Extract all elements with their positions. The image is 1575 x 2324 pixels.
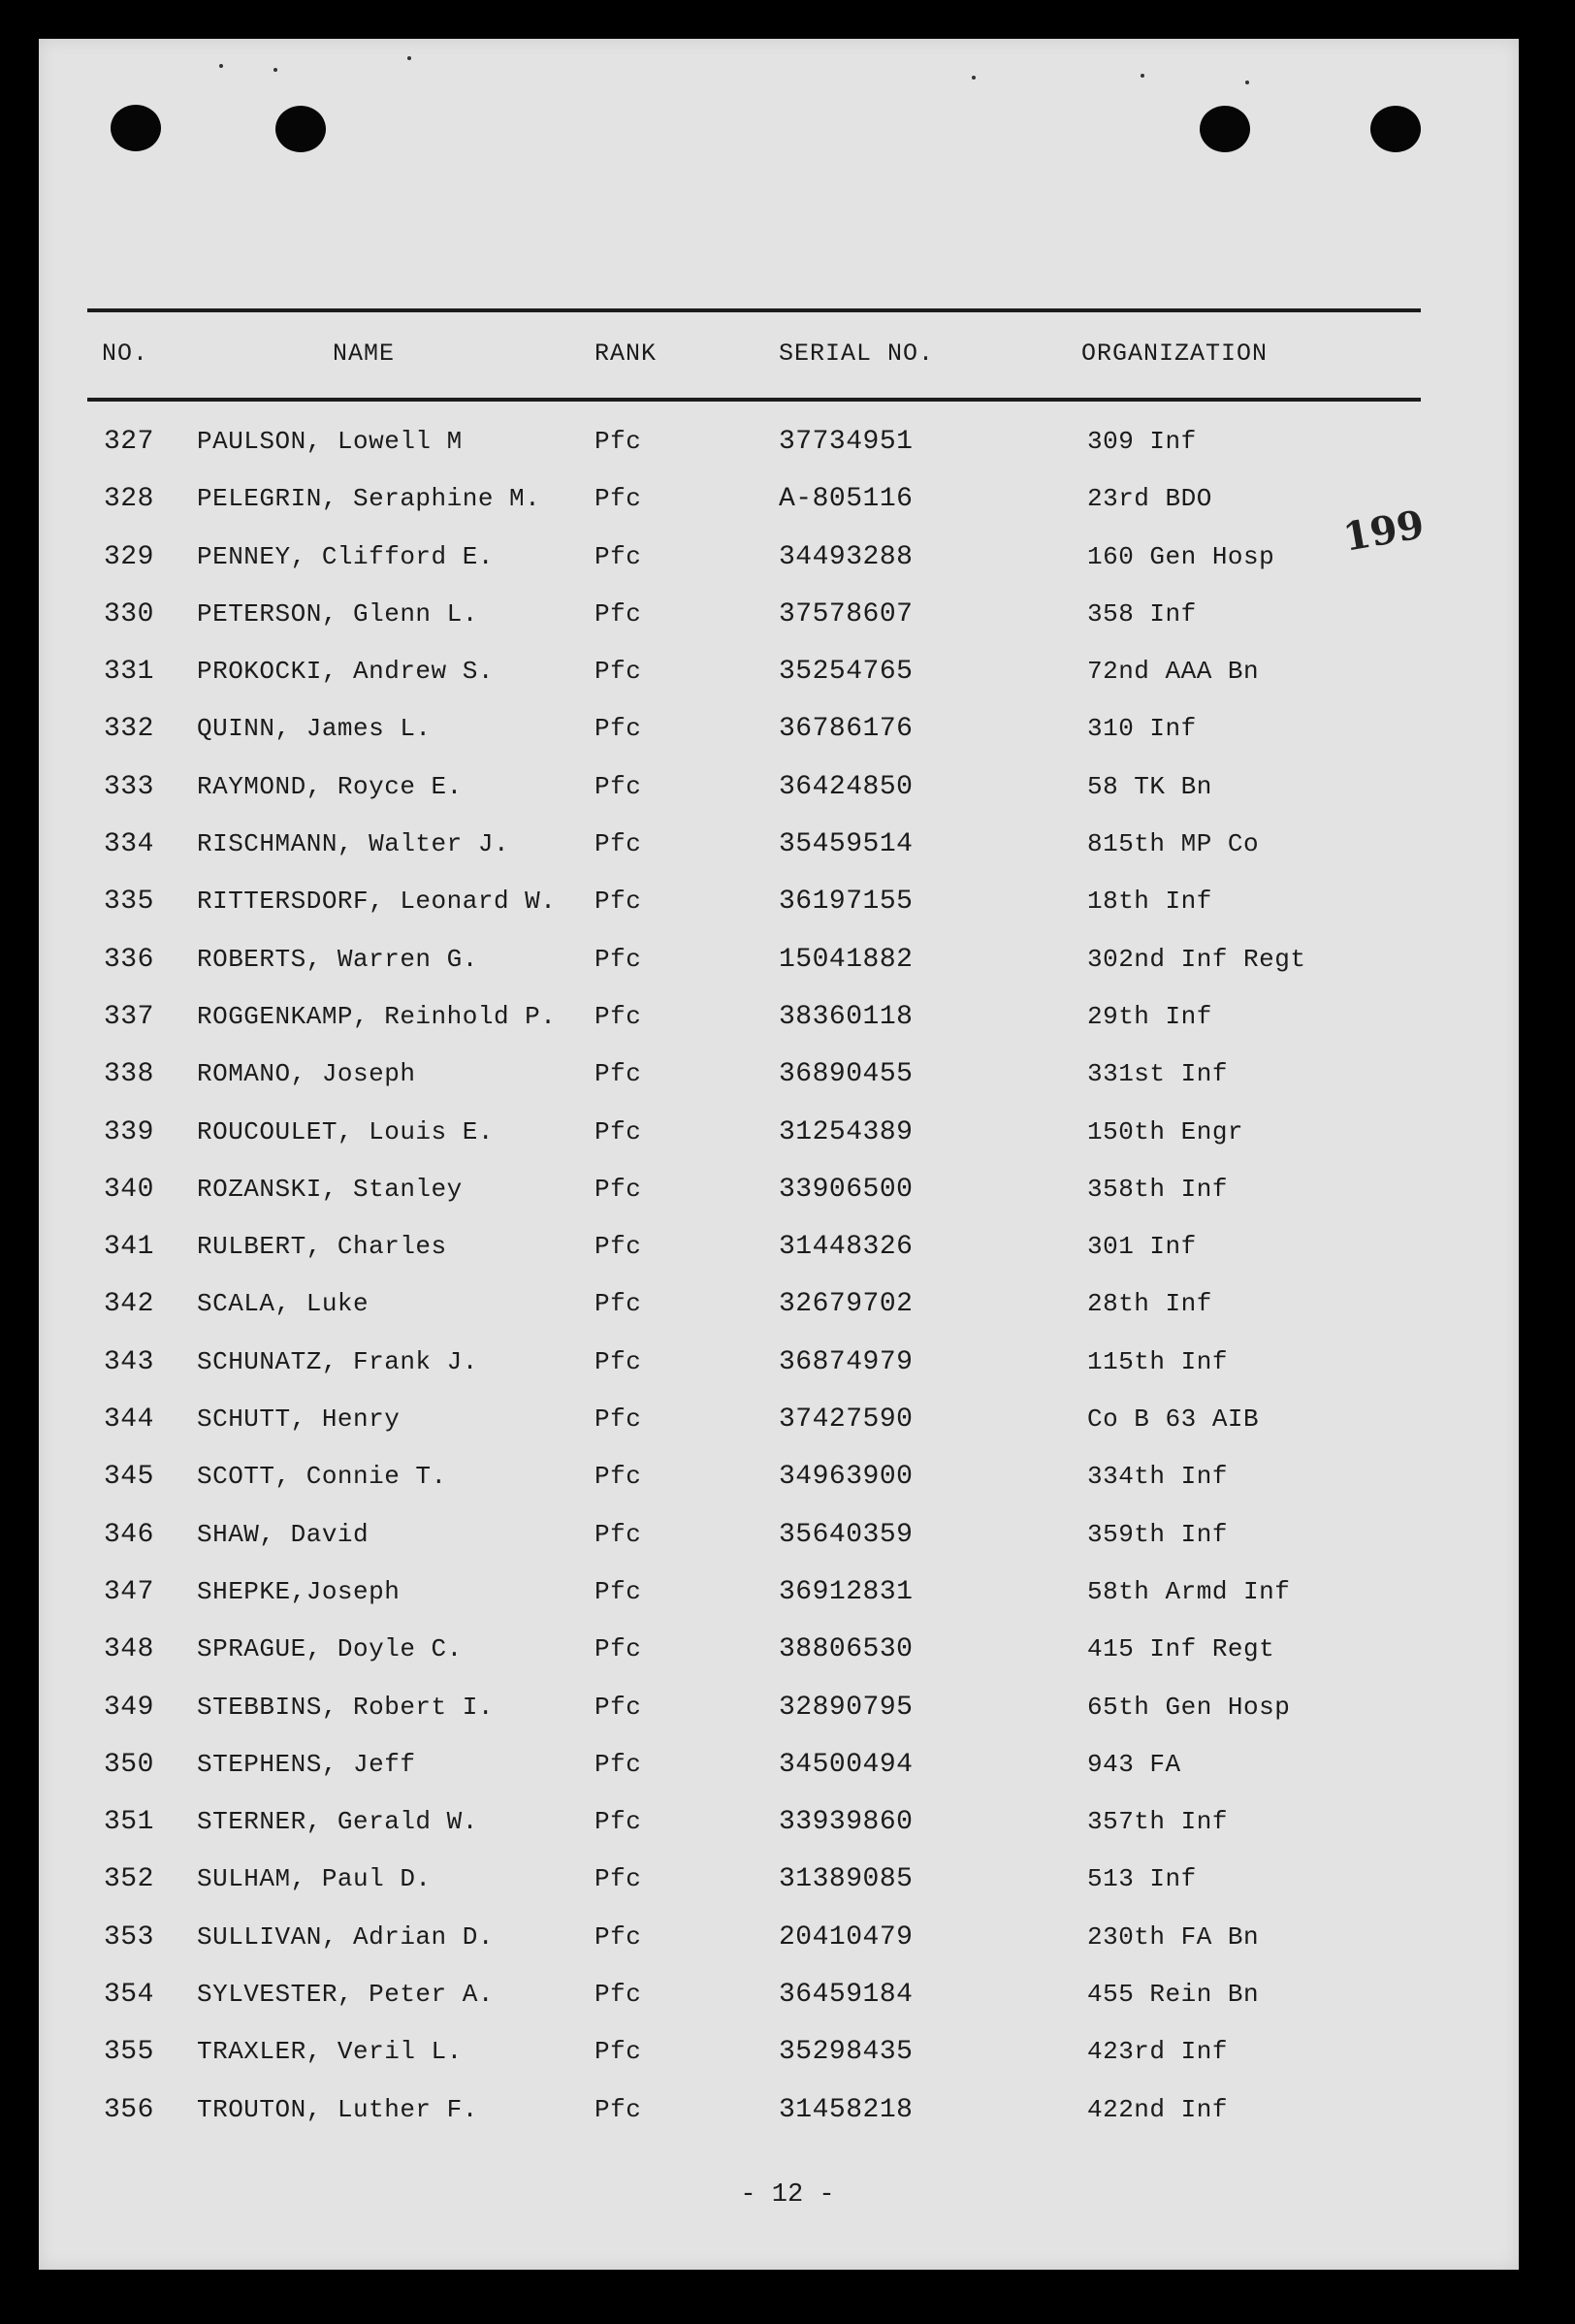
table-row xyxy=(0,945,1575,1002)
row-serial: A-805116 xyxy=(779,484,914,515)
row-rank: Pfc xyxy=(595,1232,642,1262)
table-row xyxy=(0,1520,1575,1577)
row-no: 351 xyxy=(104,1807,154,1838)
row-rank: Pfc xyxy=(595,1519,642,1549)
header-organization: ORGANIZATION xyxy=(1081,339,1269,368)
table-row xyxy=(0,1807,1575,1864)
row-serial: 35298435 xyxy=(779,2037,914,2068)
table-row xyxy=(0,1059,1575,1116)
row-name: SCHUTT, Henry xyxy=(197,1404,401,1435)
table-row xyxy=(0,2095,1575,2152)
row-organization: 29th Inf xyxy=(1087,1001,1212,1031)
row-organization: 58 TK Bn xyxy=(1087,771,1212,801)
row-serial: 37427590 xyxy=(779,1404,914,1436)
row-name: PROKOCKI, Andrew S. xyxy=(197,657,494,687)
row-name: PETERSON, Glenn L. xyxy=(197,598,478,629)
row-organization: 310 Inf xyxy=(1087,714,1197,744)
row-rank: Pfc xyxy=(595,657,642,687)
row-no: 338 xyxy=(104,1059,154,1090)
row-organization: 455 Rein Bn xyxy=(1087,1980,1260,2010)
row-no: 329 xyxy=(104,541,154,572)
row-organization: 422nd Inf xyxy=(1087,2094,1228,2124)
row-organization: 230th FA Bn xyxy=(1087,1921,1260,1952)
row-no: 333 xyxy=(104,771,154,802)
row-no: 334 xyxy=(104,829,154,860)
row-serial: 36424850 xyxy=(779,771,914,802)
row-organization: 415 Inf Regt xyxy=(1087,1634,1275,1664)
table-row xyxy=(0,1693,1575,1750)
row-serial: 34963900 xyxy=(779,1462,914,1493)
row-name: STEBBINS, Robert I. xyxy=(197,1692,494,1722)
row-name: SULLIVAN, Adrian D. xyxy=(197,1921,494,1952)
row-organization: 115th Inf xyxy=(1087,1346,1228,1376)
row-rank: Pfc xyxy=(595,1289,642,1319)
row-organization: 358th Inf xyxy=(1087,1174,1228,1204)
header-serial: SERIAL NO. xyxy=(779,339,935,368)
row-rank: Pfc xyxy=(595,1980,642,2010)
table-row xyxy=(0,427,1575,484)
row-no: 331 xyxy=(104,657,154,688)
table-row xyxy=(0,657,1575,714)
table-row xyxy=(0,542,1575,599)
row-no: 336 xyxy=(104,944,154,975)
speck-mark xyxy=(972,76,976,80)
table-row xyxy=(0,1002,1575,1059)
row-serial: 36197155 xyxy=(779,887,914,918)
row-organization: 18th Inf xyxy=(1087,887,1212,917)
row-name: SPRAGUE, Doyle C. xyxy=(197,1634,463,1664)
table-row xyxy=(0,1980,1575,2037)
row-serial: 32890795 xyxy=(779,1692,914,1723)
row-rank: Pfc xyxy=(595,1059,642,1089)
row-rank: Pfc xyxy=(595,829,642,859)
row-organization: 23rd BDO xyxy=(1087,484,1212,514)
header-name: NAME xyxy=(333,339,396,368)
speck-mark xyxy=(273,68,277,72)
table-row xyxy=(0,887,1575,944)
binder-hole-icon xyxy=(1200,106,1250,152)
roster-table xyxy=(0,427,1575,2152)
row-name: SHEPKE,Joseph xyxy=(197,1576,401,1606)
row-organization: 302nd Inf Regt xyxy=(1087,944,1306,974)
header-rank: RANK xyxy=(595,339,658,368)
row-name: PAULSON, Lowell M xyxy=(197,427,463,456)
row-name: ROGGENKAMP, Reinhold P. xyxy=(197,1001,557,1031)
row-serial: 35459514 xyxy=(779,829,914,860)
row-rank: Pfc xyxy=(595,541,642,571)
row-organization: 160 Gen Hosp xyxy=(1087,541,1275,571)
row-no: 353 xyxy=(104,1921,154,1953)
speck-mark xyxy=(219,64,223,68)
row-no: 328 xyxy=(104,484,154,515)
binder-hole-icon xyxy=(275,106,326,152)
row-name: ROBERTS, Warren G. xyxy=(197,944,478,974)
row-rank: Pfc xyxy=(595,598,642,629)
table-row xyxy=(0,2037,1575,2094)
row-rank: Pfc xyxy=(595,1634,642,1664)
row-name: RISCHMANN, Walter J. xyxy=(197,829,510,859)
row-no: 346 xyxy=(104,1519,154,1550)
row-serial: 31448326 xyxy=(779,1232,914,1263)
row-no: 349 xyxy=(104,1692,154,1723)
row-name: ROZANSKI, Stanley xyxy=(197,1174,463,1204)
row-serial: 33906500 xyxy=(779,1174,914,1205)
table-row xyxy=(0,1577,1575,1634)
row-name: RAYMOND, Royce E. xyxy=(197,771,463,801)
row-serial: 31254389 xyxy=(779,1116,914,1147)
row-serial: 34493288 xyxy=(779,541,914,572)
row-organization: 331st Inf xyxy=(1087,1059,1228,1089)
row-serial: 31458218 xyxy=(779,2094,914,2125)
table-row xyxy=(0,1922,1575,1980)
row-no: 347 xyxy=(104,1576,154,1607)
row-rank: Pfc xyxy=(595,944,642,974)
row-name: STERNER, Gerald W. xyxy=(197,1807,478,1837)
row-rank: Pfc xyxy=(595,771,642,801)
row-no: 340 xyxy=(104,1174,154,1205)
row-no: 343 xyxy=(104,1346,154,1377)
row-serial: 36786176 xyxy=(779,714,914,745)
page-number: - 12 - xyxy=(740,2180,835,2210)
row-no: 345 xyxy=(104,1462,154,1493)
row-rank: Pfc xyxy=(595,1174,642,1204)
row-name: SHAW, David xyxy=(197,1519,370,1549)
speck-mark xyxy=(407,56,411,60)
table-header xyxy=(0,339,1575,378)
row-organization: Co B 63 AIB xyxy=(1087,1404,1260,1435)
row-no: 332 xyxy=(104,714,154,745)
row-name: ROUCOULET, Louis E. xyxy=(197,1116,494,1146)
row-organization: 150th Engr xyxy=(1087,1116,1244,1146)
speck-mark xyxy=(1141,74,1144,78)
row-no: 327 xyxy=(104,427,154,457)
row-serial: 37734951 xyxy=(779,427,914,457)
row-serial: 37578607 xyxy=(779,598,914,629)
row-name: PELEGRIN, Seraphine M. xyxy=(197,484,541,514)
row-no: 348 xyxy=(104,1634,154,1665)
row-organization: 58th Armd Inf xyxy=(1087,1576,1291,1606)
row-serial: 38806530 xyxy=(779,1634,914,1665)
table-row xyxy=(0,1634,1575,1692)
table-row xyxy=(0,484,1575,541)
stamped-page-number: 199 xyxy=(1339,501,1428,561)
row-serial: 38360118 xyxy=(779,1001,914,1032)
row-serial: 36890455 xyxy=(779,1059,914,1090)
row-organization: 334th Inf xyxy=(1087,1462,1228,1492)
table-row xyxy=(0,1347,1575,1404)
row-organization: 357th Inf xyxy=(1087,1807,1228,1837)
row-rank: Pfc xyxy=(595,427,642,456)
row-rank: Pfc xyxy=(595,1116,642,1146)
header-top-rule xyxy=(87,308,1421,312)
speck-mark xyxy=(1245,81,1249,84)
row-organization: 28th Inf xyxy=(1087,1289,1212,1319)
row-serial: 15041882 xyxy=(779,944,914,975)
row-rank: Pfc xyxy=(595,1346,642,1376)
row-no: 337 xyxy=(104,1001,154,1032)
row-serial: 35254765 xyxy=(779,657,914,688)
row-name: STEPHENS, Jeff xyxy=(197,1749,416,1779)
row-name: RULBERT, Charles xyxy=(197,1232,447,1262)
row-no: 352 xyxy=(104,1864,154,1895)
row-rank: Pfc xyxy=(595,1749,642,1779)
row-no: 344 xyxy=(104,1404,154,1436)
binder-hole-icon xyxy=(1370,106,1421,152)
row-rank: Pfc xyxy=(595,714,642,744)
row-name: SYLVESTER, Peter A. xyxy=(197,1980,494,2010)
row-serial: 20410479 xyxy=(779,1921,914,1953)
table-row xyxy=(0,1864,1575,1921)
table-row xyxy=(0,1404,1575,1462)
row-rank: Pfc xyxy=(595,2037,642,2067)
row-organization: 72nd AAA Bn xyxy=(1087,657,1260,687)
row-serial: 31389085 xyxy=(779,1864,914,1895)
row-name: RITTERSDORF, Leonard W. xyxy=(197,887,557,917)
row-rank: Pfc xyxy=(595,1462,642,1492)
header-bottom-rule xyxy=(87,398,1421,402)
row-name: SULHAM, Paul D. xyxy=(197,1864,432,1894)
row-organization: 513 Inf xyxy=(1087,1864,1197,1894)
row-name: PENNEY, Clifford E. xyxy=(197,541,494,571)
row-no: 350 xyxy=(104,1749,154,1780)
row-serial: 34500494 xyxy=(779,1749,914,1780)
row-organization: 65th Gen Hosp xyxy=(1087,1692,1291,1722)
row-rank: Pfc xyxy=(595,484,642,514)
row-no: 355 xyxy=(104,2037,154,2068)
table-row xyxy=(0,714,1575,771)
row-name: QUINN, James L. xyxy=(197,714,432,744)
row-rank: Pfc xyxy=(595,1921,642,1952)
table-row xyxy=(0,1232,1575,1289)
row-rank: Pfc xyxy=(595,1692,642,1722)
table-row xyxy=(0,599,1575,657)
row-no: 356 xyxy=(104,2094,154,2125)
row-no: 341 xyxy=(104,1232,154,1263)
row-organization: 815th MP Co xyxy=(1087,829,1260,859)
row-no: 354 xyxy=(104,1980,154,2011)
row-rank: Pfc xyxy=(595,2094,642,2124)
row-organization: 359th Inf xyxy=(1087,1519,1228,1549)
table-row xyxy=(0,1462,1575,1519)
table-row xyxy=(0,1117,1575,1175)
row-no: 335 xyxy=(104,887,154,918)
row-name: SCALA, Luke xyxy=(197,1289,370,1319)
row-serial: 35640359 xyxy=(779,1519,914,1550)
row-no: 330 xyxy=(104,598,154,629)
row-serial: 36874979 xyxy=(779,1346,914,1377)
row-name: TRAXLER, Veril L. xyxy=(197,2037,463,2067)
row-organization: 423rd Inf xyxy=(1087,2037,1228,2067)
row-name: TROUTON, Luther F. xyxy=(197,2094,478,2124)
row-serial: 36459184 xyxy=(779,1980,914,2011)
table-row xyxy=(0,1289,1575,1346)
row-organization: 301 Inf xyxy=(1087,1232,1197,1262)
row-rank: Pfc xyxy=(595,1576,642,1606)
row-no: 339 xyxy=(104,1116,154,1147)
row-serial: 32679702 xyxy=(779,1289,914,1320)
table-row xyxy=(0,1175,1575,1232)
row-no: 342 xyxy=(104,1289,154,1320)
row-rank: Pfc xyxy=(595,887,642,917)
row-name: SCOTT, Connie T. xyxy=(197,1462,447,1492)
row-serial: 36912831 xyxy=(779,1576,914,1607)
table-row xyxy=(0,829,1575,887)
row-name: ROMANO, Joseph xyxy=(197,1059,416,1089)
row-rank: Pfc xyxy=(595,1864,642,1894)
table-row xyxy=(0,772,1575,829)
row-organization: 943 FA xyxy=(1087,1749,1181,1779)
row-organization: 309 Inf xyxy=(1087,427,1197,456)
row-rank: Pfc xyxy=(595,1404,642,1435)
row-rank: Pfc xyxy=(595,1807,642,1837)
row-organization: 358 Inf xyxy=(1087,598,1197,629)
table-row xyxy=(0,1750,1575,1807)
row-name: SCHUNATZ, Frank J. xyxy=(197,1346,478,1376)
row-rank: Pfc xyxy=(595,1001,642,1031)
header-no: NO. xyxy=(102,339,149,368)
binder-hole-icon xyxy=(111,105,161,151)
row-serial: 33939860 xyxy=(779,1807,914,1838)
